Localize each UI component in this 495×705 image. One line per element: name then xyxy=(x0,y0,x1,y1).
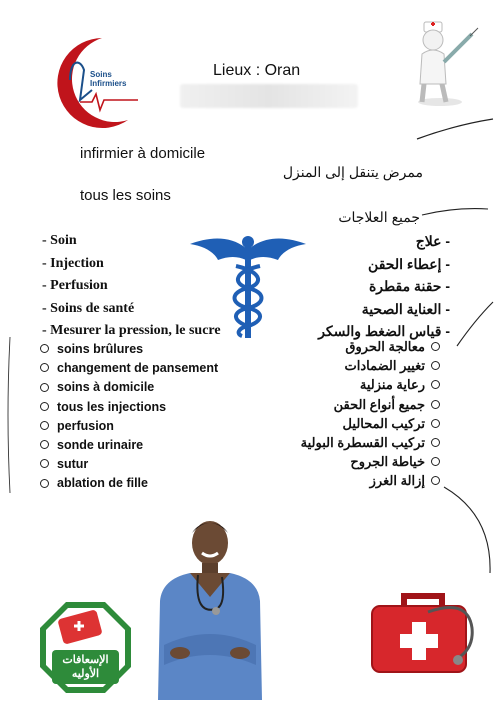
circle-bullet-icon xyxy=(40,421,49,430)
list-item: ablation de fille xyxy=(40,474,218,493)
list-item: - علاج xyxy=(415,233,450,249)
intro-fr-all: tous les soins xyxy=(80,187,171,204)
intro-ar-home: ممرض يتنقل إلى المنزل xyxy=(282,164,423,180)
list-item: - قياس الضغط والسكر xyxy=(318,323,450,339)
circle-bullet-icon xyxy=(40,459,49,468)
circle-bullet-icon xyxy=(40,344,49,353)
smiling-nurse-photo xyxy=(150,505,270,700)
list-item: تغيير الضمادات xyxy=(290,356,440,375)
list-item: sutur xyxy=(40,455,218,474)
list-item: خياطة الجروح xyxy=(290,452,440,471)
decor-line xyxy=(440,485,495,575)
list-item: soins à domicile xyxy=(40,378,218,397)
list-item: - Soins de santé xyxy=(42,300,135,316)
circle-bullet-icon xyxy=(431,438,440,447)
list-item: تركيب المحاليل xyxy=(290,414,440,433)
list-item: - Soin xyxy=(42,233,77,248)
nurse-syringe-figure xyxy=(400,14,480,109)
list-item: - Injection xyxy=(42,255,104,271)
soins-infirmiers-logo xyxy=(40,30,150,140)
list-item: جميع أنواع الحقن xyxy=(290,395,440,414)
logo-text-line1: Soins xyxy=(90,70,112,79)
circle-bullet-icon xyxy=(431,419,440,428)
list-item: - Mesurer la pression, le sucre xyxy=(42,323,221,338)
list-item: changement de pansement xyxy=(40,359,218,378)
intro-fr-home: infirmier à domicile xyxy=(80,145,206,162)
list-item: رعاية منزلية xyxy=(290,375,440,394)
circle-bullet-icon xyxy=(40,440,49,449)
circle-bullet-icon xyxy=(431,476,440,485)
circle-bullet-icon xyxy=(431,361,440,370)
care-list-fr xyxy=(40,340,218,494)
caduceus-icon xyxy=(188,230,308,340)
list-item: sonde urinaire xyxy=(40,436,218,455)
circle-bullet-icon xyxy=(40,479,49,488)
location-label: Lieux : Oran xyxy=(213,62,301,79)
list-item: - إعطاء الحقن xyxy=(368,255,450,272)
list-item: معالجة الحروق xyxy=(290,337,440,356)
decor-line xyxy=(420,205,490,219)
badge-text-line1: الإسعافات xyxy=(62,654,109,666)
first-aid-kit-icon xyxy=(368,588,478,678)
list-item: perfusion xyxy=(40,417,218,436)
list-item: تركيب القسطرة البولية xyxy=(290,433,440,452)
logo-text-line2: Infirmiers xyxy=(90,79,127,88)
list-item: - حقنة مقطرة xyxy=(368,278,450,294)
decor-line xyxy=(415,115,495,145)
circle-bullet-icon xyxy=(40,383,49,392)
list-item: tous les injections xyxy=(40,398,218,417)
list-item: soins brûlures xyxy=(40,340,218,359)
blurred-phone-number xyxy=(180,84,358,108)
circle-bullet-icon xyxy=(40,402,49,411)
list-item: - العناية الصحية xyxy=(361,300,450,317)
circle-bullet-icon xyxy=(431,380,440,389)
care-list-ar xyxy=(290,337,440,491)
first-aid-badge xyxy=(38,600,133,695)
intro-ar-all: جميع العلاجات xyxy=(338,209,420,225)
list-item: - Perfusion xyxy=(42,278,108,293)
list-item: إزالة الغرز xyxy=(290,471,440,490)
circle-bullet-icon xyxy=(431,457,440,466)
circle-bullet-icon xyxy=(40,363,49,372)
badge-text-line2: الأوليه xyxy=(71,668,100,680)
decor-line xyxy=(455,300,495,350)
decor-line xyxy=(4,335,14,495)
services-list-ar xyxy=(300,230,450,343)
circle-bullet-icon xyxy=(431,342,440,351)
circle-bullet-icon xyxy=(431,400,440,409)
